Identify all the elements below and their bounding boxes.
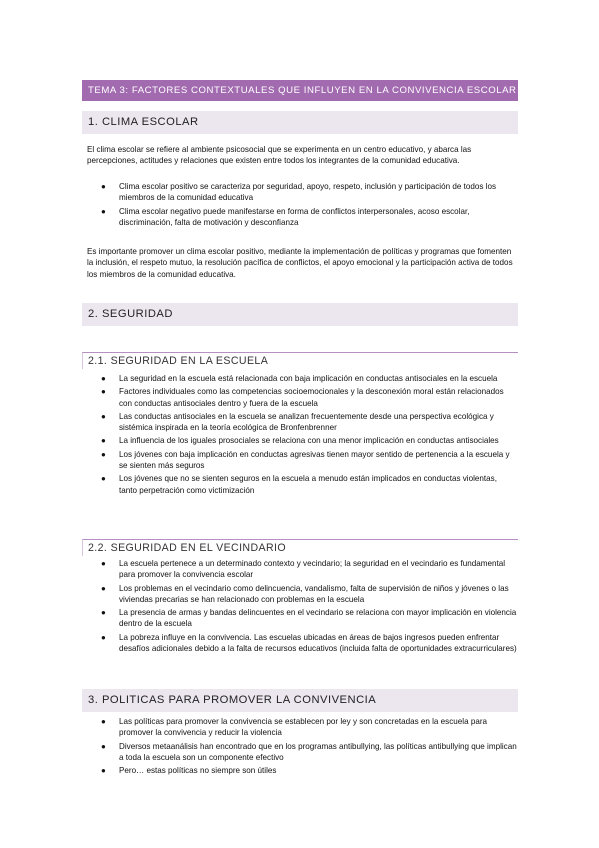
list-item: ● Los jóvenes que no se sienten seguros en la escuela a menudo están implicados en conductas violentas, tanto perpetración como victimización (101, 474, 497, 495)
section-heading-politicas: 3. POLITICAS PARA PROMOVER LA CONVIVENCIA (82, 689, 518, 712)
bullet-icon: ● (101, 387, 106, 397)
bullet-icon: ● (101, 766, 106, 776)
bullet-icon: ● (101, 583, 106, 593)
list-item: ● La pobreza influye en la convivencia. Las escuelas ubicadas en áreas de bajos ingresos pueden enfrentar desafíos adicionales debido a la falta de recursos educativos (incluida falta de oportunidades extracurriculares) (101, 632, 517, 654)
document-title: TEMA 3: FACTORES CONTEXTUALES QUE INFLUYEN EN LA CONVIVENCIA ESCOLAR (82, 80, 518, 101)
clima-bullet-list (87, 181, 517, 230)
bullet-icon: ● (101, 411, 106, 421)
list-item: ● Diversos metaanálisis han encontrado que en los programas antibullying, las políticas antibullying que implican a toda la escuela son un componente efectivo (101, 741, 517, 762)
seguridad-escuela-bullet-list (87, 373, 517, 498)
bullet-icon: ● (101, 741, 106, 751)
list-item: ● Los jóvenes con baja implicación en conductas agresivas tienen mayor sentido de pertenencia a la escuela y se sienten más seguros (101, 449, 510, 471)
politicas-bullet-list (87, 716, 517, 778)
list-item: ● Los problemas en el vecindario como delincuencia, vandalismo, falta de supervisión de niños y jóvenes o las viviendas precarias se han relacionado con problemas en la escuela (101, 583, 509, 604)
bullet-icon: ● (101, 559, 106, 568)
list-item: ● La escuela pertenece a un determinado contexto y vecindario; la seguridad en el vecindario es fundamental para promover la convivencia escolar (101, 559, 506, 580)
list-item: ● Clima escolar positivo se caracteriza por seguridad, apoyo, respeto, inclusión y participación de todos los miembros de la comunidad educativa (101, 182, 497, 203)
subsection-heading-seguridad-escuela: 2.1. SEGURIDAD EN LA ESCUELA (82, 352, 518, 369)
section-heading-seguridad: 2. SEGURIDAD (82, 303, 518, 326)
bullet-icon: ● (101, 449, 106, 459)
bullet-icon: ● (101, 436, 106, 446)
clima-closing-paragraph: Es importante promover un clima escolar positivo, mediante la implementación de políticas y programas que fomenten la inclusión, el respeto mutuo, la resolución pacífica de conflictos, el apoyo emocional y la participación activa de todos los miembros de la comunidad educativa. (87, 247, 513, 279)
clima-intro-paragraph: El clima escolar se refiere al ambiente psicosocial que se experimenta en un centro educativo, y abarca las percepciones, actitudes y relaciones que existen entre todos los integrantes de la comunidad educativa. (87, 145, 472, 166)
bullet-icon: ● (101, 474, 106, 484)
list-item: ● Factores individuales como las competencias socioemocionales y la desconexión moral están relacionados con conductas antisociales dentro y fuera de la escuela (101, 387, 504, 408)
list-item: ● Las conductas antisociales en la escuela se analizan frecuentemente desde una perspectiva ecológica y sistémica inspirada en la teoría ecológica de Bronfenbrenner (101, 411, 494, 433)
list-item: ● Pero… estas políticas no siempre son útiles (101, 766, 277, 776)
bullet-icon: ● (101, 374, 106, 383)
bullet-icon: ● (101, 608, 106, 618)
list-item: ● La seguridad en la escuela está relacionada con baja implicación en conductas antisociales en la escuela (101, 374, 498, 383)
list-item: ● La influencia de los iguales prosociales se relaciona con una menor implicación en conductas antisociales (101, 436, 499, 446)
bullet-icon: ● (101, 182, 106, 191)
list-item: ● Clima escolar negativo puede manifestarse en forma de conflictos interpersonales, acoso escolar, discriminación, falta de motivación y desconfianza (101, 206, 470, 227)
bullet-icon: ● (101, 206, 106, 216)
list-item: ● Las políticas para promover la convivencia se establecen por ley y son concretadas en la escuela para promover la convivencia y reducir la violencia (101, 717, 488, 738)
bullet-icon: ● (101, 717, 106, 726)
subsection-heading-seguridad-vecindario: 2.2. SEGURIDAD EN EL VECINDARIO (82, 539, 518, 556)
seguridad-vecindario-bullet-list (87, 558, 517, 656)
bullet-icon: ● (101, 632, 106, 642)
section-heading-clima-escolar: 1. CLIMA ESCOLAR (82, 111, 518, 134)
list-item: ● La presencia de armas y bandas delincuentes en el vecindario se relaciona con mayor implicación en violencia dentro de la escuela (101, 608, 517, 629)
